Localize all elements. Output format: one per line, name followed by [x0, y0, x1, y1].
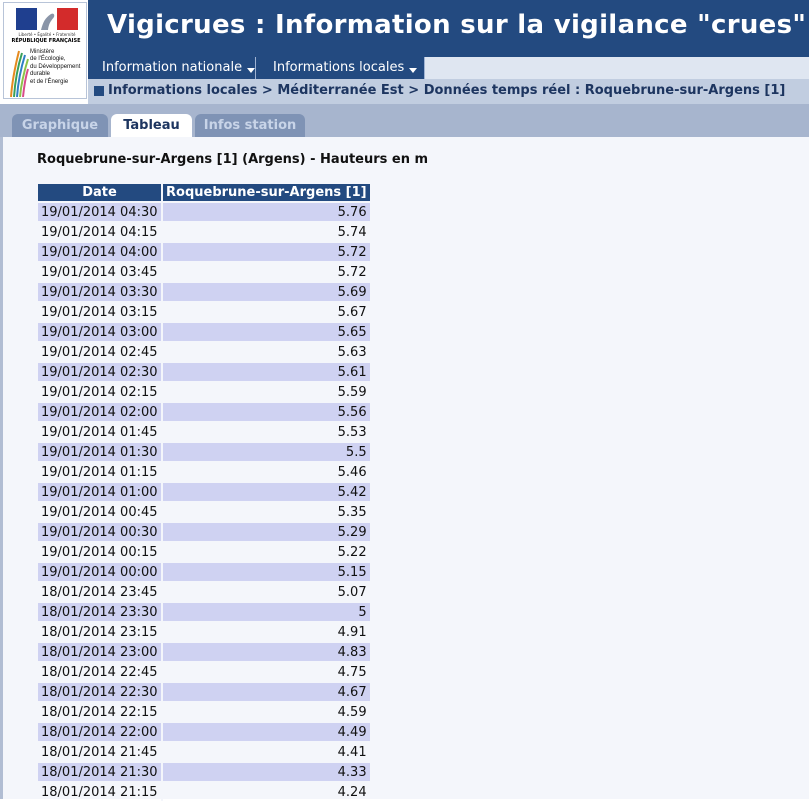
table-row [38, 582, 370, 602]
cell-date: 19/01/2014 00:15 [38, 542, 162, 562]
table-row [38, 662, 370, 682]
cell-height: 5.22 [162, 542, 370, 562]
nav-informations-locales[interactable] [256, 57, 425, 79]
cell-height: 4.67 [162, 682, 370, 702]
cell-height: 5.42 [162, 482, 370, 502]
nav-item-label: Information nationale [102, 60, 243, 75]
cell-height: 5.72 [162, 242, 370, 262]
table-row [38, 442, 370, 462]
table-row [38, 362, 370, 382]
table-row [38, 702, 370, 722]
cell-date: 19/01/2014 04:15 [38, 222, 162, 242]
cell-date: 19/01/2014 02:45 [38, 342, 162, 362]
cell-height: 4.49 [162, 722, 370, 742]
breadcrumb [108, 83, 785, 98]
cell-date: 19/01/2014 00:00 [38, 562, 162, 582]
table-row [38, 302, 370, 322]
breadcrumb-informations-locales[interactable]: Informations locales [108, 83, 258, 98]
table-row [38, 682, 370, 702]
chevron-down-icon [247, 68, 255, 73]
table-row [38, 382, 370, 402]
nav-item-label: Informations locales [273, 60, 405, 75]
cell-date: 18/01/2014 22:15 [38, 702, 162, 722]
table-row [38, 242, 370, 262]
left-border [0, 137, 3, 799]
table-row [38, 202, 370, 222]
table-row [38, 482, 370, 502]
cell-height: 5.74 [162, 222, 370, 242]
cell-height: 5.76 [162, 202, 370, 222]
cell-date: 19/01/2014 02:30 [38, 362, 162, 382]
cell-date: 18/01/2014 23:30 [38, 602, 162, 622]
cell-height: 4.83 [162, 642, 370, 662]
marianne-flag-icon [16, 8, 78, 30]
ministry-name [30, 49, 88, 86]
cell-date: 18/01/2014 22:00 [38, 722, 162, 742]
table-row [38, 222, 370, 242]
table-row [38, 542, 370, 562]
table-row [38, 782, 370, 801]
breadcrumb-mediterranee-est[interactable]: Méditerranée Est [277, 83, 404, 98]
table-row [38, 602, 370, 622]
table-row [38, 622, 370, 642]
cell-height: 5.72 [162, 262, 370, 282]
ministry-line: durable [30, 71, 51, 78]
cell-height: 5.67 [162, 302, 370, 322]
cell-date: 19/01/2014 03:15 [38, 302, 162, 322]
cell-height: 5.63 [162, 342, 370, 362]
water-level-table [38, 184, 370, 801]
cell-height: 5.69 [162, 282, 370, 302]
cell-date: 18/01/2014 22:30 [38, 682, 162, 702]
cell-height: 5.59 [162, 382, 370, 402]
cell-height: 5.15 [162, 562, 370, 582]
cell-date: 18/01/2014 21:30 [38, 762, 162, 782]
site-title: Vigicrues : Information sur la vigilance "crues" [107, 10, 807, 40]
cell-date: 18/01/2014 23:45 [38, 582, 162, 602]
cell-height: 5.46 [162, 462, 370, 482]
cell-height: 4.75 [162, 662, 370, 682]
republic-name: RÉPUBLIQUE FRANÇAISE [11, 38, 81, 44]
chevron-down-icon [409, 68, 417, 73]
cell-date: 19/01/2014 04:30 [38, 202, 162, 222]
table-row [38, 722, 370, 742]
table-row [38, 522, 370, 542]
cell-date: 18/01/2014 22:45 [38, 662, 162, 682]
ministry-line: de l'Écologie, [30, 56, 66, 63]
bullet-square-icon [94, 86, 104, 96]
cell-date: 19/01/2014 01:30 [38, 442, 162, 462]
tab-tableau[interactable]: Tableau [111, 114, 192, 137]
ministry-line: et de l'Énergie [30, 78, 69, 85]
cell-height: 5.29 [162, 522, 370, 542]
cell-date: 19/01/2014 01:00 [38, 482, 162, 502]
breadcrumb-current: Données temps réel : Roquebrune-sur-Argens [1] [423, 83, 786, 98]
cell-height: 5 [162, 602, 370, 622]
table-row [38, 282, 370, 302]
ministry-logo[interactable] [3, 2, 87, 99]
table-row [38, 422, 370, 442]
cell-height: 4.24 [162, 782, 370, 801]
table-row [38, 642, 370, 662]
table-row [38, 262, 370, 282]
cell-date: 19/01/2014 03:00 [38, 322, 162, 342]
table-row [38, 342, 370, 362]
cell-height: 5.53 [162, 422, 370, 442]
table-header-row [38, 184, 370, 202]
cell-height: 4.41 [162, 742, 370, 762]
cell-date: 19/01/2014 03:45 [38, 262, 162, 282]
cell-height: 4.59 [162, 702, 370, 722]
cell-height: 4.33 [162, 762, 370, 782]
cell-date: 19/01/2014 00:30 [38, 522, 162, 542]
cell-date: 19/01/2014 02:00 [38, 402, 162, 422]
cell-date: 19/01/2014 04:00 [38, 242, 162, 262]
table-row [38, 402, 370, 422]
cell-height: 5.61 [162, 362, 370, 382]
cell-height: 4.91 [162, 622, 370, 642]
table-row [38, 322, 370, 342]
cell-height: 5.65 [162, 322, 370, 342]
breadcrumb-separator: > [257, 83, 278, 98]
cell-date: 19/01/2014 03:30 [38, 282, 162, 302]
ministry-line: du Développement [30, 63, 81, 70]
table-row [38, 742, 370, 762]
cell-date: 19/01/2014 02:15 [38, 382, 162, 402]
breadcrumb-separator: > [403, 83, 424, 98]
column-header-date: Date [38, 184, 162, 202]
cell-date: 18/01/2014 21:45 [38, 742, 162, 762]
table-row [38, 502, 370, 522]
cell-date: 18/01/2014 23:00 [38, 642, 162, 662]
cell-height: 5.5 [162, 442, 370, 462]
table-row [38, 562, 370, 582]
tab-graphique[interactable]: Graphique [12, 114, 108, 137]
cell-height: 5.35 [162, 502, 370, 522]
table-row [38, 462, 370, 482]
tab-infos-station[interactable]: Infos station [195, 114, 305, 137]
cell-date: 19/01/2014 01:15 [38, 462, 162, 482]
table-row [38, 762, 370, 782]
ministry-stripes-icon [9, 47, 29, 97]
cell-date: 19/01/2014 00:45 [38, 502, 162, 522]
cell-height: 5.56 [162, 402, 370, 422]
column-header-station: Roquebrune-sur-Argens [1] [162, 184, 370, 202]
cell-date: 18/01/2014 23:15 [38, 622, 162, 642]
cell-date: 18/01/2014 21:15 [38, 782, 162, 801]
cell-height: 5.07 [162, 582, 370, 602]
table-caption: Roquebrune-sur-Argens [1] (Argens) - Hauteurs en m [37, 152, 429, 167]
republic-motto: Liberté • Égalité • Fraternité [18, 32, 76, 37]
table-body [38, 202, 370, 801]
ministry-line: Ministère [30, 49, 55, 55]
cell-date: 19/01/2014 01:45 [38, 422, 162, 442]
nav-information-nationale[interactable] [88, 57, 256, 79]
